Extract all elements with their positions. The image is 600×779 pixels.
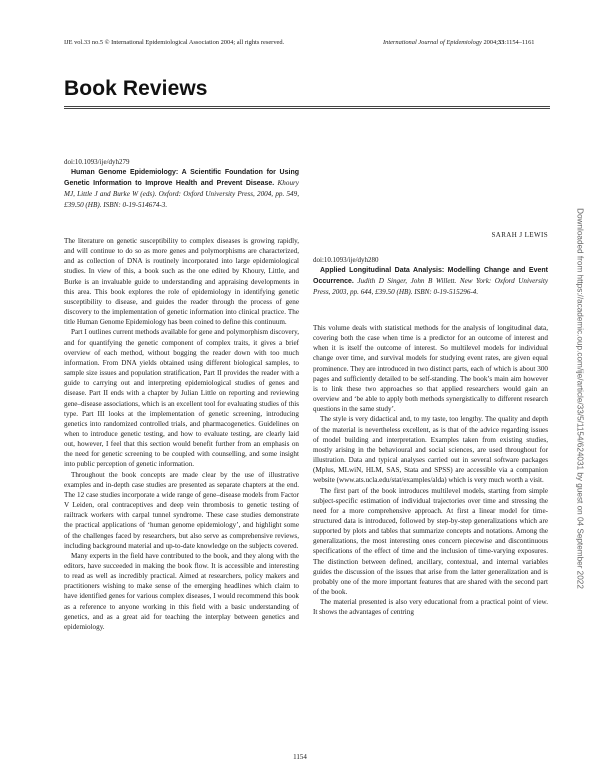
review-2-paragraph: The first part of the book introduces multilevel models, starting from simple subject-specific estimation of individual trajectories over time and stressing the need for a more comprehensive approach. At first a linear model for time-structured data is introduced, followed by step-by-step generalizations which are supported by plots and tables that summarize concepts and notations. Among the generalizations, the most interesting ones concern piecewise and discontinuous specifications of the effect of time and the inclusion of time-varying exposures. The distinction between defined, ancillary, contextual, and internal variables guides the discussion of the issues that arise from the latter generalization and is probably one of the more important features that are shared with the second part of the book. <box>313 486 548 597</box>
review-1-paragraph: Many experts in the field have contributed to the book, and they along with the editors, have succeeded in making the book flow. It is accessible and interesting to read as well as incredibly practical. Aimed at researchers, policy makers and practitioners wishing to make sense of the emerging headlines which claim to have identified genes for various complex diseases, I would recommend this book as a reference to anyone working in this field with a basic understanding of genetics, and as a great aid for teaching the interplay between genetics and epidemiology. <box>64 551 299 631</box>
page-number: 1154 <box>293 753 307 761</box>
review-2-paragraph: The material presented is also very educational from a practical point of view. It shows the advantages of centring <box>313 598 548 617</box>
review-1-paragraph: The literature on genetic susceptibility to complex diseases is growing rapidly, and will continue to do so as more genes and polymorphisms are characterized, and as collection of DNA is routinely incorporated into large epidemiological studies. In view of this, a book such as the one edited by Khoury, Little, and Burke is an invaluable guide to understanding and appraising developments in this area. This book explores the role of epidemiology in identifying genetic susceptibility to disease, and guides the reader through the process of gene discovery to the implementation of genetic information into clinical practice. The title Human Genome Epidemiology has been coined to define this continuum. <box>64 237 299 327</box>
review-1-signature-area <box>313 157 548 240</box>
journal-name: International Journal of Epidemiology <box>383 39 482 46</box>
review-2-book-meta: Judith D Singer, John B Willett. New York: Oxford University Press, 2003, pp. 644, £39.50 (HB). ISBN: 0-19-515296-4. <box>313 277 548 297</box>
review-1-citation <box>64 167 299 210</box>
review-1-book-meta: Khoury MJ, Little J and Burke W (eds). Oxford: Oxford University Press, 2004, pp. 549, £39.50 (HB). ISBN: 0-19-514674-3. <box>64 179 299 209</box>
review-2-paragraph: This volume deals with statistical methods for the analysis of longitudinal data, covering both the case when time is a predictor for an outcome of interest and when it is itself the outcome of interest. So multilevel models for individual change over time, and survival models for studying event rates, are given equal prominence. They are introduced in two distinct parts, each of which is about 300 pages and sufficiently detailed to be self-standing. The book’s main aim however is to link these two approaches so that applied researchers would gain an overview and ‘be able to apply both methods synergistically to different research questions in the same study’. <box>313 324 548 414</box>
section-title: Book Reviews <box>64 77 208 100</box>
running-header-left: IJE vol.33 no.5 © International Epidemiological Association 2004; all rights reserved. <box>64 39 285 46</box>
review-1-book-title: Human Genome Epidemiology: A Scientific Foundation for Using Genetic Information to Improve Health and Prevent Disease. <box>64 169 299 188</box>
review-1-continued-spacer <box>313 157 548 230</box>
journal-pages: :1154–1161 <box>504 39 535 46</box>
review-1-reviewer: SARAH J LEWIS <box>491 231 548 239</box>
review-1-body <box>64 236 299 632</box>
review-1-paragraph: Part I outlines current methods available for gene and polymorphism discovery, and for quantifying the genetic component of complex traits, it gives a brief overview of each method, without bogging the reader down with too much information. From DNA yields obtained using different biological samples, to sample size issues and population stratification, Part II provides the reader with a guide to carrying out and interpreting epidemiological studies of genes and disease. Part II ends with a chapter by Julian Little on reporting and reviewing gene–disease associations, which is an excellent tool for evaluating studies of this type. Part III looks at the implementation of genetic screening, introducing genetics into randomized controlled trials, and pharmacogenetics. Guidelines on when to introduce genetic testing, and how to evaluate testing, are clearly laid out, however, I feel that this section would benefit further from an emphasis on the need for genetic screening to be coupled with counselling, and some insight into public perception of genetic information. <box>64 328 299 469</box>
review-2-body <box>313 323 548 618</box>
review-2-heading <box>313 255 548 298</box>
download-watermark: Downloaded from https://academic.oup.com/ije/article/33/5/1154/624031 by guest on 04 September 2022 <box>575 208 585 589</box>
title-rule-thin <box>64 108 550 109</box>
review-1-doi: doi:10.1093/ije/dyh279 <box>64 158 130 166</box>
review-1-heading <box>64 157 299 210</box>
running-header-right <box>383 39 534 46</box>
review-1-paragraph: Throughout the book concepts are made clear by the use of illustrative examples and in-depth case studies are presented as separate chapters at the end. The 12 case studies incorporate a wide range of gene–disease models from Factor V Leiden, oral contraceptives and deep vein thrombosis to genetic testing of railtrack workers with carpal tunnel syndrome. These case studies demonstrate the practical applications of ‘human genome epidemiology’, and highlight some of the challenges faced by researchers, but also serve as comprehensive reviews, including background material and up-to-date knowledge on the subjects covered. <box>64 470 299 550</box>
journal-year: 2004; <box>481 39 499 46</box>
review-2-paragraph: The style is very didactical and, to my taste, too lengthy. The quality and depth of the material is nevertheless excellent, as is that of the advice regarding issues of model building and interpretation. Examples taken from existing studies, mostly arising in the behavioural and social sciences, are used throughout for illustration. Data and typical analyses carried out in several software packages (Mplus, MLwiN, HLM, SAS, Stata and SPSS) are accessible via a companion website (www.ats.ucla.edu/stat/examples/alda) which is very much worth a visit. <box>313 415 548 485</box>
journal-volume: 33 <box>498 39 505 46</box>
review-2-book-title: Applied Longitudinal Data Analysis: Modelling Change and Event Occurrence. <box>313 267 548 286</box>
title-rule <box>64 106 550 107</box>
review-2-doi: doi:10.1093/ije/dyh280 <box>313 256 379 264</box>
review-2-citation <box>313 265 548 297</box>
